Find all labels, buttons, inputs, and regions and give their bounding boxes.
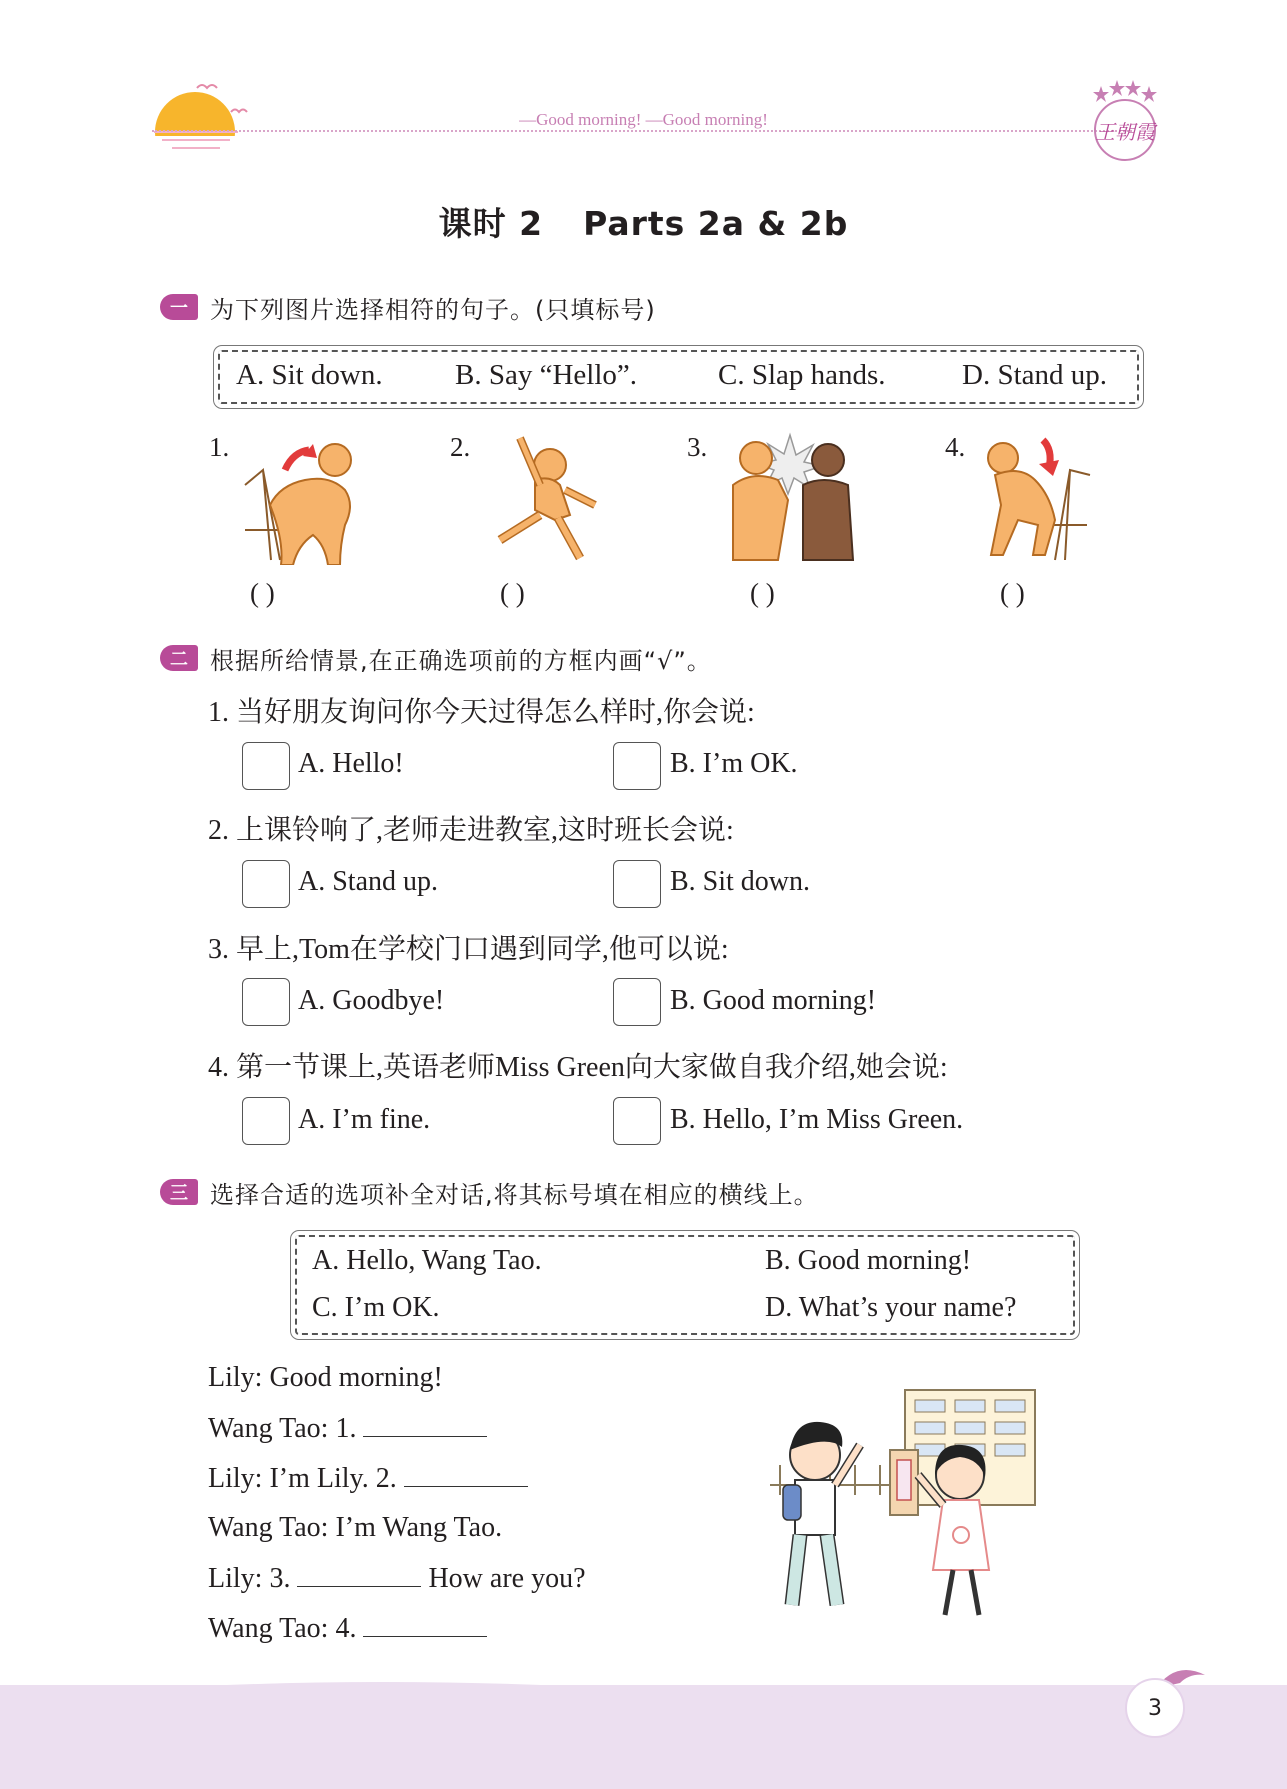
dialog-option-c: C. I’m OK. — [312, 1292, 440, 1323]
q2-option-b-label: B. Sit down. — [670, 866, 811, 897]
answer-paren-3[interactable]: ( ) — [750, 578, 775, 608]
blank-2[interactable] — [404, 1462, 528, 1487]
option-b: B. Say “Hello”. — [455, 359, 638, 391]
dialog-line-5-text: Lily: 3. — [208, 1563, 298, 1594]
blank-4[interactable] — [363, 1612, 487, 1637]
q1-option-b-checkbox[interactable] — [613, 742, 661, 790]
question-2: 2. 上课铃响了,老师走进教室,这时班长会说: — [208, 815, 734, 846]
lesson-label: 课时 2 — [438, 204, 544, 243]
question-3: 3. 早上,Tom在学校门口遇到同学,他可以说: — [208, 934, 729, 965]
q4-option-a-label: A. I’m fine. — [298, 1104, 431, 1135]
q4-option-b-label: B. Hello, I’m Miss Green. — [670, 1104, 964, 1135]
dialog-line-1 — [208, 1362, 443, 1394]
q2-option-a-label: A. Stand up. — [298, 866, 438, 897]
logo-text: 王朝霞 — [1095, 120, 1155, 144]
publisher-logo — [1085, 78, 1165, 166]
q2-option-a-checkbox[interactable] — [242, 860, 290, 908]
q3-option-a-checkbox[interactable] — [242, 978, 290, 1026]
picture-2-number: 2. — [450, 432, 471, 462]
dialog-line-5 — [208, 1562, 586, 1595]
dialog-line-4 — [208, 1512, 502, 1544]
parts-label: Parts 2a & 2b — [583, 204, 849, 243]
q3-option-b-label: B. Good morning! — [670, 985, 877, 1016]
tigers-slapping-hands-icon — [718, 430, 863, 565]
tiger-standing-up-icon — [235, 430, 375, 565]
dialog-line-2 — [208, 1412, 487, 1445]
q4-option-b-checkbox[interactable] — [613, 1097, 661, 1145]
dialog-line-6-text: Wang Tao: 4. — [208, 1613, 364, 1644]
tiger-sitting-down-icon — [975, 430, 1100, 565]
section-3-instruction: 选择合适的选项补全对话,将其标号填在相应的横线上。 — [210, 1180, 819, 1209]
blank-3[interactable] — [297, 1562, 421, 1587]
section-3-header — [160, 1177, 819, 1207]
tiger-waving-icon — [480, 430, 610, 565]
section-1-badge: 一 — [160, 294, 198, 320]
q1-option-a-checkbox[interactable] — [242, 742, 290, 790]
q3-option-a-label: A. Goodbye! — [298, 985, 445, 1016]
section-1-instruction: 为下列图片选择相符的句子。(只填标号) — [210, 295, 656, 324]
dialog-option-d: D. What’s your name? — [765, 1292, 1017, 1323]
q1-option-b-label: B. I’m OK. — [670, 748, 798, 779]
dialog-line-5-tail: How are you? — [421, 1563, 586, 1594]
q1-option-a-label: A. Hello! — [298, 748, 404, 779]
page-number: 3 — [1125, 1678, 1185, 1738]
option-a: A. Sit down. — [236, 359, 383, 391]
section-2-instruction: 根据所给情景,在正确选项前的方框内画“√”。 — [210, 646, 712, 675]
q4-option-a-checkbox[interactable] — [242, 1097, 290, 1145]
section-2-header — [160, 643, 712, 673]
answer-paren-2[interactable]: ( ) — [500, 578, 525, 608]
dialog-line-2-text: Wang Tao: 1. — [208, 1413, 364, 1444]
section-1-header — [160, 292, 656, 322]
dialog-option-a: A. Hello, Wang Tao. — [312, 1245, 542, 1276]
footer-wave-icon — [0, 1660, 1287, 1720]
picture-4-number: 4. — [945, 432, 966, 462]
dialog-line-6 — [208, 1612, 487, 1645]
header-rule — [152, 130, 1132, 132]
dialog-line-3 — [208, 1462, 528, 1495]
blank-1[interactable] — [363, 1412, 487, 1437]
question-1: 1. 当好朋友询问你今天过得怎么样时,你会说: — [208, 697, 755, 728]
page-title — [0, 198, 1287, 245]
question-4: 4. 第一节课上,英语老师Miss Green向大家做自我介绍,她会说: — [208, 1052, 948, 1083]
section-2-badge: 二 — [160, 645, 198, 671]
dialog-option-b: B. Good morning! — [765, 1245, 972, 1276]
running-head: —Good morning! —Good morning! — [519, 110, 768, 129]
section-3-badge: 三 — [160, 1179, 198, 1205]
dialog-line-1-text: Lily: Good morning! — [208, 1362, 443, 1393]
dialog-line-4-text: Wang Tao: I’m Wang Tao. — [208, 1512, 503, 1543]
answer-paren-1[interactable]: ( ) — [250, 578, 275, 608]
dialog-line-3-text: Lily: I’m Lily. 2. — [208, 1463, 404, 1494]
option-c: C. Slap hands. — [718, 359, 886, 391]
answer-paren-4[interactable]: ( ) — [1000, 578, 1025, 608]
option-d: D. Stand up. — [962, 359, 1107, 391]
q2-option-b-checkbox[interactable] — [613, 860, 661, 908]
picture-3-number: 3. — [687, 432, 708, 462]
kids-greeting-illustration — [765, 1385, 1040, 1625]
q3-option-b-checkbox[interactable] — [613, 978, 661, 1026]
picture-1-number: 1. — [209, 432, 230, 462]
